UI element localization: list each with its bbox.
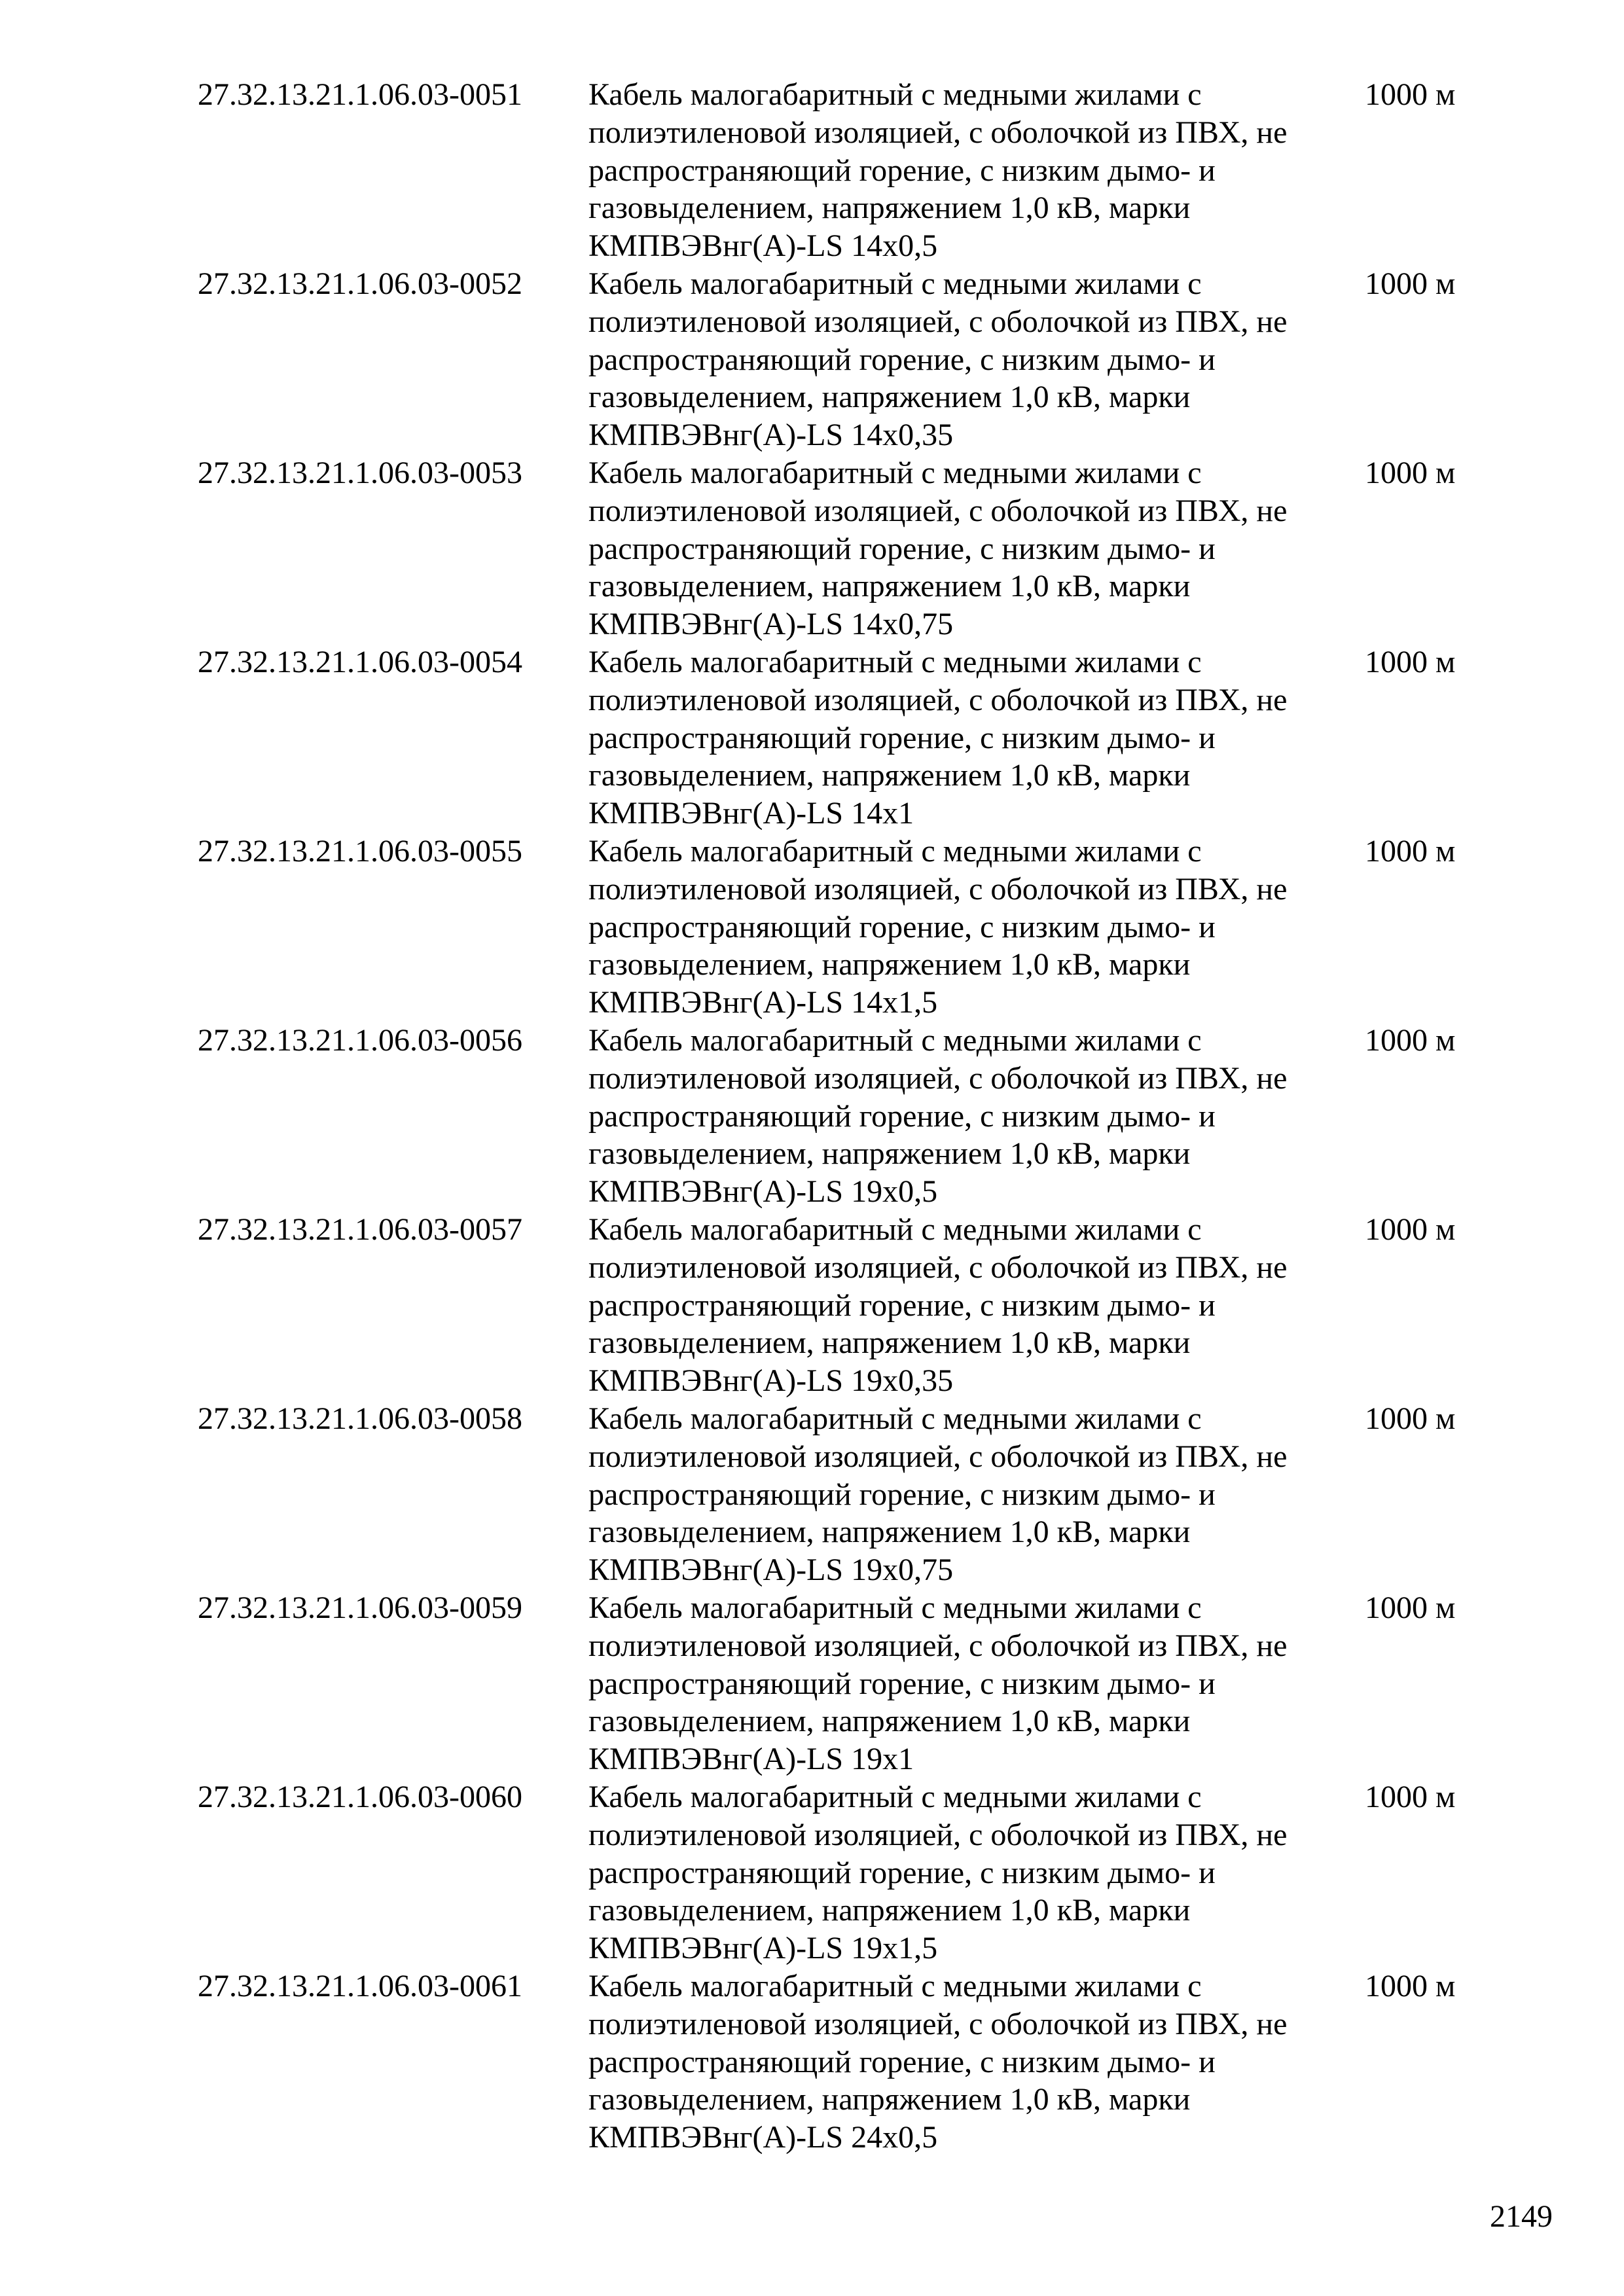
table-row: [198, 1211, 1474, 1400]
description-line: Кабель малогабаритный с медными жилами с: [588, 645, 1202, 679]
description-line: распространяющий горение, с низким дымо- и: [588, 531, 1216, 566]
resource-code: 27.32.13.21.1.06.03-0055: [198, 834, 522, 869]
description-line: КМПВЭВнг(А)-LS 14x0,35: [588, 418, 954, 453]
table-row: [198, 1400, 1474, 1589]
description-line: полиэтиленовой изоляцией, с оболочкой из ПВХ, не: [588, 1060, 1288, 1096]
description-line: КМПВЭВнг(А)-LS 14x0,5: [588, 228, 938, 264]
description-line: Кабель малогабаритный с медными жилами с: [588, 1023, 1202, 1058]
resource-code: 27.32.13.21.1.06.03-0052: [198, 266, 522, 301]
resource-description: [588, 1589, 1287, 1778]
table-row: [198, 1778, 1474, 1967]
description-line: газовыделением, напряжением 1,0 кВ, марки: [588, 1704, 1191, 1739]
unit-of-measure: 1000 м: [1365, 1401, 1456, 1436]
resource-description: [588, 1022, 1287, 1211]
table-row: [198, 76, 1474, 265]
unit-of-measure: 1000 м: [1365, 456, 1456, 490]
description-line: Кабель малогабаритный с медными жилами с: [588, 266, 1202, 301]
description-line: КМПВЭВнг(А)-LS 14x1,5: [588, 985, 938, 1020]
resource-description: [588, 265, 1287, 454]
description-line: распространяющий горение, с низким дымо- и: [588, 909, 1216, 944]
description-line: КМПВЭВнг(А)-LS 24x0,5: [588, 2120, 938, 2155]
description-line: полиэтиленовой изоляцией, с оболочкой из ПВХ, не: [588, 493, 1288, 528]
description-line: газовыделением, напряжением 1,0 кВ, марки: [588, 380, 1191, 415]
description-line: газовыделением, напряжением 1,0 кВ, марки: [588, 1893, 1191, 1928]
description-line: полиэтиленовой изоляцией, с оболочкой из ПВХ, не: [588, 1249, 1288, 1285]
resource-code: 27.32.13.21.1.06.03-0060: [198, 1780, 522, 1814]
resource-code: 27.32.13.21.1.06.03-0054: [198, 645, 522, 679]
unit-of-measure: 1000 м: [1365, 645, 1456, 679]
page-number: 2149: [1490, 2199, 1553, 2234]
table-row: [198, 833, 1474, 1022]
description-line: газовыделением, напряжением 1,0 кВ, марки: [588, 1325, 1191, 1361]
unit-of-measure: 1000 м: [1365, 834, 1456, 869]
description-line: КМПВЭВнг(А)-LS 14x1: [588, 796, 914, 831]
resource-description: [588, 643, 1287, 833]
table-row: [198, 1967, 1474, 2157]
description-line: распространяющий горение, с низким дымо- и: [588, 1477, 1216, 1512]
description-line: газовыделением, напряжением 1,0 кВ, марки: [588, 1515, 1191, 1550]
description-line: полиэтиленовой изоляцией, с оболочкой из ПВХ, не: [588, 115, 1288, 150]
description-line: Кабель малогабаритный с медными жилами с: [588, 1590, 1202, 1625]
description-line: КМПВЭВнг(А)-LS 19x1: [588, 1742, 914, 1777]
table-row: [198, 1022, 1474, 1211]
description-line: Кабель малогабаритный с медными жилами с: [588, 834, 1202, 869]
description-line: распространяющий горение, с низким дымо- и: [588, 1855, 1216, 1890]
description-line: полиэтиленовой изоляцией, с оболочкой из ПВХ, не: [588, 871, 1288, 906]
description-line: распространяющий горение, с низким дымо- и: [588, 152, 1216, 188]
table-row: [198, 643, 1474, 833]
resource-code: 27.32.13.21.1.06.03-0051: [198, 77, 522, 112]
description-line: Кабель малогабаритный с медными жилами с: [588, 1401, 1202, 1436]
description-line: газовыделением, напряжением 1,0 кВ, марки: [588, 947, 1191, 982]
table-row: [198, 454, 1474, 643]
resource-description: [588, 1400, 1287, 1589]
unit-of-measure: 1000 м: [1365, 1023, 1456, 1058]
description-line: Кабель малогабаритный с медными жилами с: [588, 1969, 1202, 2003]
resource-code: 27.32.13.21.1.06.03-0058: [198, 1401, 522, 1436]
description-line: КМПВЭВнг(А)-LS 19x1,5: [588, 1931, 938, 1966]
resource-description: [588, 1967, 1287, 2157]
description-line: полиэтиленовой изоляцией, с оболочкой из ПВХ, не: [588, 1439, 1288, 1474]
description-line: распространяющий горение, с низким дымо- и: [588, 720, 1216, 755]
unit-of-measure: 1000 м: [1365, 1780, 1456, 1814]
description-line: распространяющий горение, с низким дымо- и: [588, 2044, 1216, 2079]
description-line: Кабель малогабаритный с медными жилами с: [588, 77, 1202, 112]
description-line: распространяющий горение, с низким дымо- и: [588, 1287, 1216, 1323]
table-row: [198, 1589, 1474, 1778]
resource-code: 27.32.13.21.1.06.03-0053: [198, 456, 522, 490]
description-line: распространяющий горение, с низким дымо- и: [588, 342, 1216, 377]
resource-code: 27.32.13.21.1.06.03-0057: [198, 1212, 522, 1247]
resource-code: 27.32.13.21.1.06.03-0059: [198, 1590, 522, 1625]
unit-of-measure: 1000 м: [1365, 77, 1456, 112]
description-line: полиэтиленовой изоляцией, с оболочкой из ПВХ, не: [588, 682, 1288, 717]
resource-description: [588, 833, 1287, 1022]
unit-of-measure: 1000 м: [1365, 1590, 1456, 1625]
description-line: полиэтиленовой изоляцией, с оболочкой из ПВХ, не: [588, 1817, 1288, 1852]
resource-code: 27.32.13.21.1.06.03-0056: [198, 1023, 522, 1058]
description-line: КМПВЭВнг(А)-LS 19x0,75: [588, 1552, 954, 1588]
description-line: газовыделением, напряжением 1,0 кВ, марки: [588, 758, 1191, 793]
catalog-table: [198, 76, 1474, 2157]
description-line: распространяющий горение, с низким дымо- и: [588, 1666, 1216, 1701]
description-line: газовыделением, напряжением 1,0 кВ, марки: [588, 1136, 1191, 1172]
description-line: Кабель малогабаритный с медными жилами с: [588, 1780, 1202, 1814]
description-line: полиэтиленовой изоляцией, с оболочкой из ПВХ, не: [588, 304, 1288, 339]
description-line: Кабель малогабаритный с медными жилами с: [588, 456, 1202, 490]
description-line: Кабель малогабаритный с медными жилами с: [588, 1212, 1202, 1247]
description-line: газовыделением, напряжением 1,0 кВ, марки: [588, 569, 1191, 604]
unit-of-measure: 1000 м: [1365, 266, 1456, 301]
table-row: [198, 265, 1474, 454]
description-line: КМПВЭВнг(А)-LS 19x0,5: [588, 1174, 938, 1210]
description-line: КМПВЭВнг(А)-LS 14x0,75: [588, 607, 954, 642]
description-line: полиэтиленовой изоляцией, с оболочкой из ПВХ, не: [588, 1628, 1288, 1663]
resource-description: [588, 1778, 1287, 1967]
unit-of-measure: 1000 м: [1365, 1212, 1456, 1247]
description-line: газовыделением, напряжением 1,0 кВ, марки: [588, 190, 1191, 226]
description-line: распространяющий горение, с низким дымо- и: [588, 1098, 1216, 1134]
resource-description: [588, 454, 1287, 643]
resource-description: [588, 1211, 1287, 1400]
resource-code: 27.32.13.21.1.06.03-0061: [198, 1969, 522, 2003]
description-line: полиэтиленовой изоляцией, с оболочкой из ПВХ, не: [588, 2006, 1288, 2041]
description-line: газовыделением, напряжением 1,0 кВ, марки: [588, 2082, 1191, 2117]
resource-description: [588, 76, 1287, 265]
description-line: КМПВЭВнг(А)-LS 19x0,35: [588, 1363, 954, 1399]
unit-of-measure: 1000 м: [1365, 1969, 1456, 2003]
